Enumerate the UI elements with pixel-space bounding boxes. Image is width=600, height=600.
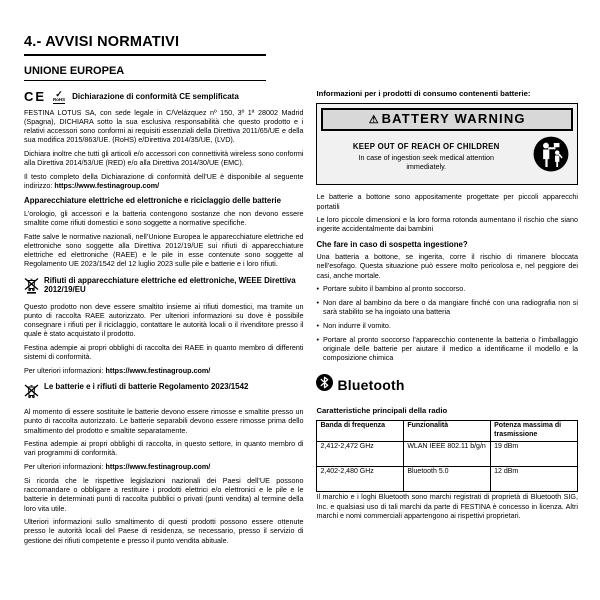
bullet-text: • Portare subito il bambino al pronto soccorso.	[323, 284, 466, 294]
bluetooth-trademark-paragraph: Il marchio e i loghi Bluetooth sono marchi registrati di proprietà di Bluetooth SIG, Inc. e qualsiasi uso di tali marchi da parte di FESTINA è concesso in licenza. Altri marchi e nomi commerciali appartengono ai rispettivi proprietari.	[316, 492, 578, 520]
col-header-functionality: Funzionalità	[404, 421, 491, 442]
battery-reg-paragraph-3-text: Per ulteriori informazioni:	[24, 462, 106, 472]
table-row	[317, 442, 578, 467]
warning-triangle-icon: ⚠	[368, 114, 379, 126]
cell-band-1: 2,412-2,472 GHz	[317, 442, 404, 467]
battery-reg-paragraph-2: Festina adempie ai propri obblighi di raccolta, in questo settore, in quanto membro di vari programmi di conformità.	[24, 439, 304, 458]
bluetooth-logo-row	[316, 374, 578, 396]
cell-function-2: Bluetooth 5.0	[404, 467, 491, 492]
conformity-paragraph-3-text: Il testo completo della Dichiarazione di conformità dell’UE è disponibile al seguente indirizzo:	[24, 171, 304, 191]
festinagroup-url: https://www.festinagroup.com/	[105, 462, 211, 472]
bullet-text: • Non indurre il vomito.	[323, 320, 391, 330]
ingestion-note-text: In case of ingestion seek medical attention immediately.	[358, 153, 494, 172]
ingestion-heading: Che fare in caso di sospetta ingestione?	[316, 239, 468, 249]
rohs-check-icon: ✓	[55, 89, 63, 99]
conformity-paragraph-3	[24, 172, 303, 190]
cell-function-1: WLAN IEEE 802.11 b/g/n	[404, 442, 491, 467]
col-header-max-power: Potenza massima di trasmissione	[491, 421, 578, 442]
battery-reg-paragraph-4: Si ricorda che le rispettive legislazioni nazionali dei Paesi dell’UE possono raccomandare o obbligare a restituire i prodotti elettrici e/o elettronici e le pile e le batterie in determinati punti di raccolta pubblici o privati (punti vendita) al termine della loro vita utile.	[24, 475, 304, 513]
weee-heading: Rifiuti di apparecchiature elettriche ed elettroniche, WEEE Direttiva 2012/19/EU	[44, 275, 296, 295]
cell-band-2: 2,402-2,480 GHz	[317, 467, 404, 492]
radio-spec-table	[316, 420, 578, 492]
festinagroup-url: https://www.festinagroup.com/	[54, 181, 160, 191]
cell-power-2: 12 dBm	[491, 467, 578, 492]
weee-paragraph-3	[24, 366, 303, 375]
ce-conformity-heading	[24, 90, 303, 104]
battery-warning-title	[321, 108, 573, 131]
ingestion-bullet-3	[316, 321, 578, 330]
button-battery-paragraph-1: Le batterie a bottone sono appositamente progettate per piccoli apparecchi portatili	[316, 192, 578, 211]
keep-away-from-children-icon	[533, 136, 569, 177]
bullet-text: • Portare al pronto soccorso l’apparecchio contenente la batteria o l’imballaggio originale delle batterie per aiutare il medico a identificarne il modello e la composizione chimica	[323, 334, 578, 363]
rohs-icon	[51, 90, 67, 104]
battery-warning-box	[316, 103, 578, 185]
table-row	[317, 467, 578, 492]
radio-characteristics-heading: Caratteristiche principali della radio	[316, 406, 448, 416]
button-battery-paragraph-2: Le loro piccole dimensioni e la loro forma rotonda aumentano il rischio che siano ingerite accidentalmente dai bambini	[316, 215, 578, 234]
col-header-frequency-band: Banda di frequenza	[317, 421, 404, 442]
battery-bin-icon	[24, 382, 39, 404]
battery-reg-paragraph-5: Ulteriori informazioni sullo smaltimento di questi prodotti possono essere ottenute presso le autorità locali del Paese di residenza, se necessario, presso il servizio di gestione dei rifiuti competente e presso il punto vendita abituale.	[24, 517, 304, 545]
festinagroup-url: https://www.festinagroup.com/	[105, 365, 211, 375]
battery-warning-title-text: BATTERY WARNING	[381, 111, 526, 126]
conformity-paragraph-2: Dichiara inoltre che tutti gli articoli e/o accessori con connettività wireless sono conformi alla Direttiva 2014/53/UE (RED) e/o alla Direttiva 2014/30/UE (EMC).	[24, 148, 304, 168]
weee-paragraph-1: Questo prodotto non deve essere smaltito insieme ai rifiuti domestici, ma tramite un punto di raccolta RAEE autorizzato. Per ulteriori informazioni su dove è possibile consegnare i rifiuti per il riciclaggio, contattare le autorità locali o il rivenditore presso il quale è stato acquistato il prodotto.	[24, 301, 304, 339]
weee-paragraph-2: Festina adempie ai propri obblighi di raccolta dei RAEE in quanto membro di differenti sistemi di conformità.	[24, 342, 304, 362]
bullet-text: • Non dare al bambino da bere o da mangiare finché con una radiografia non si sarà stabilito se ha ingoiato una batteria	[323, 298, 578, 317]
battery-reg-heading: Le batterie e i rifiuti di batterie Regolamento 2023/1542	[44, 382, 249, 392]
recycling-paragraph-1: L’orologio, gli accessori e la batteria contengono sostanze che non devono essere smaltite come rifiuti domestici e sono soggette a normative specifiche.	[24, 208, 304, 227]
battery-reg-paragraph-1: Al momento di essere sostituite le batterie devono essere rimosse e smaltite presso un punto di raccolta autorizzato. Le batterie separabili devono essere rimosse prima dello smaltimento del prodotto e smaltite separatamente.	[24, 407, 304, 435]
weee-heading-row	[24, 276, 303, 299]
right-column	[316, 88, 578, 549]
bluetooth-icon	[316, 374, 333, 396]
ingestion-bullet-2	[316, 298, 578, 316]
page-title: 4.- AVVISI NORMATIVI	[24, 34, 266, 56]
battery-reg-paragraph-3	[24, 462, 303, 471]
battery-reg-heading-row	[24, 382, 303, 404]
table-header-row	[317, 421, 578, 442]
ingestion-bullet-1	[316, 284, 578, 293]
battery-warning-text	[325, 142, 527, 171]
weee-bin-icon	[24, 276, 39, 299]
rohs-label: RoHS	[52, 97, 66, 102]
conformity-heading: Dichiarazione di conformità CE semplificata	[72, 92, 239, 102]
conformity-paragraph-1: FESTINA LOTUS SA, con sede legale in C/Velázquez nº 150, 3º 1ª 28002 Madrid (Spagna), DICHIARA sotto la sua esclusiva responsabilità che questo prodotto e i relativi accessori sono conformi ai requisiti essenziali della Direttiva 2011/65/UE e della sua modifica 2015/863/UE. (RoHS) e/Direttiva 2014/35/UE, (LVD).	[24, 107, 304, 145]
section-title-unione-europea: UNIONE EUROPEA	[24, 65, 266, 81]
weee-paragraph-3-text: Per ulteriori informazioni:	[24, 365, 106, 375]
ingestion-paragraph-1: Una batteria a bottone, se ingerita, corre il rischio di rimanere bloccata nell’esofago. Questa situazione può essere molto pericolosa e, nel peggiore dei casi, anche mortale.	[316, 252, 578, 280]
battery-warning-body	[321, 131, 573, 180]
cell-power-1: 19 dBm	[491, 442, 578, 467]
recycling-heading: Apparecchiature elettriche ed elettroniche e riciclaggio delle batterie	[24, 196, 281, 206]
keep-out-of-reach-text: KEEP OUT OF REACH OF CHILDREN	[352, 142, 500, 152]
battery-info-heading: Informazioni per i prodotti di consumo contenenti batterie:	[316, 89, 531, 98]
two-column-layout	[24, 88, 578, 549]
left-column	[24, 88, 303, 549]
ce-mark-icon: CE	[24, 89, 47, 105]
ingestion-bullet-4	[316, 335, 578, 363]
bluetooth-wordmark: Bluetooth	[337, 377, 405, 394]
recycling-paragraph-2: Fatte salve le normative nazionali, nell’Unione Europea le apparecchiature elettriche ed elettroniche sono soggette alla Direttiva 2012/19/UE sui rifiuti di apparecchiature elettriche ed elettroniche (RAEE) e le pile in esse contenute sono soggette al Regolamento UE 2023/1542 del 12 luglio 2023 sulle pile e batterie e i loro rifiuti.	[24, 231, 304, 269]
